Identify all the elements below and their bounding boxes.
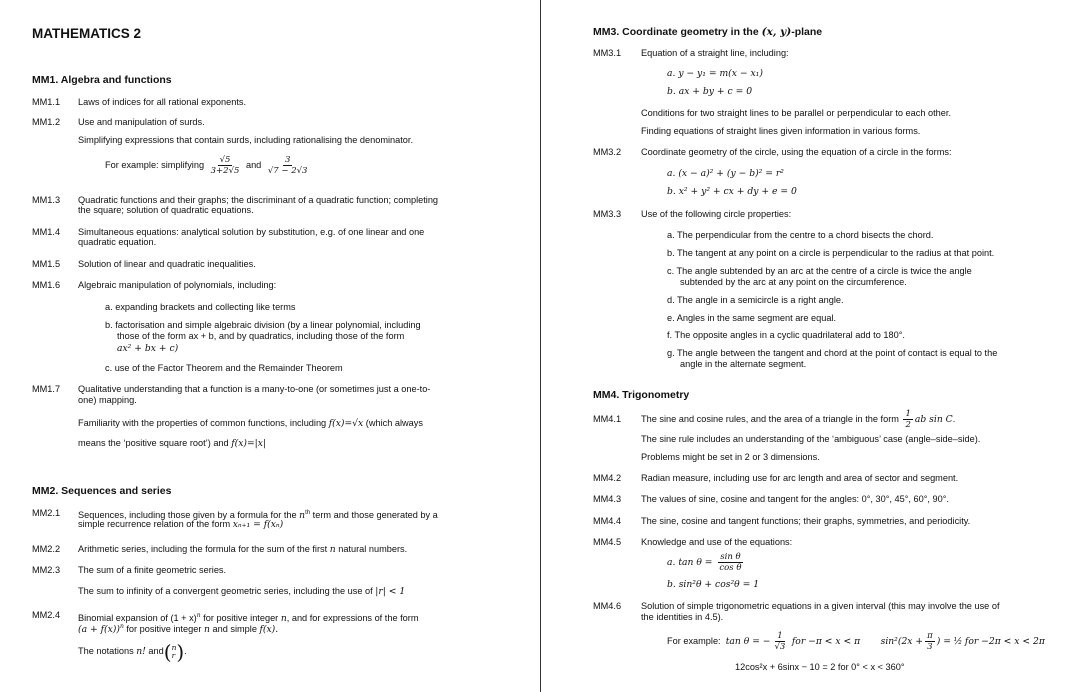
list-item: e. Angles in the same segment are equal. — [667, 313, 837, 323]
math-expression: f(x). — [259, 624, 279, 636]
math-expression: for −2π < x < 2π — [964, 636, 1045, 647]
item-text: Use of the following circle properties: — [641, 209, 792, 219]
text-part: a. tan θ = — [667, 557, 713, 568]
math-expression: tan θ = − — [725, 636, 771, 647]
math-expression: sin²(2x + — [880, 636, 924, 647]
example-prefix: For example: simplifying — [105, 160, 205, 170]
item-text: Use and manipulation of surds. — [78, 117, 205, 127]
math-expression: n! — [136, 646, 146, 657]
denominator: cos θ — [719, 563, 742, 573]
list-item: g. The angle between the tangent and chord at the point of contact is equal to the — [667, 348, 998, 358]
fraction — [266, 155, 310, 176]
item-text: Radian measure, including use for arc length and area of sector and segment. — [641, 473, 959, 483]
item-text: The values of sine, cosine and tangent for the angles: 0°, 30°, 45°, 60°, 90°. — [641, 494, 949, 504]
heading-part: MM3. Coordinate geometry in the — [593, 26, 762, 38]
item-code: MM1.5 — [32, 259, 61, 269]
section-heading-mm2: MM2. Sequences and series — [32, 485, 172, 497]
list-item: c. The angle subtended by an arc at the centre of a circle is twice the angle — [667, 266, 972, 276]
item-text: Solution of simple trigonometric equations in a given interval (this may involve the use of — [641, 601, 1000, 611]
item-text: The sine rule includes an understanding of the ‘ambiguous’ case (angle–side–side). — [641, 434, 981, 444]
item-code: MM4.2 — [593, 473, 622, 483]
list-item: b. sin²θ + cos²θ = 1 — [667, 579, 760, 590]
paren-left: ( — [163, 639, 172, 664]
list-item: b. The tangent at any point on a circle is perpendicular to the radius at that point. — [667, 248, 995, 258]
list-item: b. factorisation and simple algebraic division (by a linear polynomial, including — [105, 320, 421, 330]
text-part: means the ‘positive square root’) and — [78, 438, 229, 448]
item-text: The sine, cosine and tangent functions; their graphs, symmetries, and periodicity. — [641, 516, 971, 526]
list-item: b. x² + y² + cx + dy + e = 0 — [667, 186, 797, 197]
trig-example: 12cos²x + 6sinx − 10 = 2 for 0° < x < 360° — [735, 662, 905, 672]
denominator: √3 — [774, 642, 786, 653]
text-part: Arithmetic series, including the formula for the sum of the first — [78, 544, 328, 554]
item-text: Algebraic manipulation of polynomials, including: — [78, 280, 277, 290]
fraction — [717, 552, 743, 573]
superscript: th — [305, 510, 311, 516]
item-code: MM2.2 — [32, 544, 61, 554]
item-text: Knowledge and use of the equations: — [641, 537, 793, 547]
text-part: The sine and cosine rules, and the area of a triangle in the form — [641, 414, 899, 424]
math-var: n — [280, 613, 287, 625]
section-heading-mm1: MM1. Algebra and functions — [32, 74, 172, 86]
section-heading-mm4: MM4. Trigonometry — [593, 389, 690, 401]
superscript: n — [119, 623, 124, 630]
item-code: MM3.2 — [593, 147, 622, 157]
item-text — [78, 640, 187, 663]
item-code: MM4.4 — [593, 516, 622, 526]
math-expression: f(x)=√x — [328, 418, 364, 429]
list-item: b. ax + by + c = 0 — [667, 86, 753, 97]
list-item: c. use of the Factor Theorem and the Remainder Theorem — [105, 363, 343, 373]
item-text — [78, 418, 423, 429]
math-expression: (a + f(x)) — [78, 624, 120, 636]
item-text: Solution of linear and quadratic inequalities. — [78, 259, 256, 269]
numerator: 1 — [905, 409, 911, 420]
text-part: , and for expressions of the form — [286, 613, 419, 624]
paren-right: ) — [176, 639, 185, 664]
item-text: The sine and cosine rules, and the area of a triangle in the form $\frac{1}{2}$ ab sin C. — [641, 409, 956, 431]
item-code: MM3.1 — [593, 48, 622, 58]
text-part: and — [148, 646, 164, 656]
math-expression: ab sin C — [914, 414, 953, 425]
item-text — [78, 586, 405, 597]
item-text: the square; solution of quadratic equations. — [78, 205, 254, 215]
item-text: Laws of indices for all rational exponents. — [78, 97, 247, 107]
fraction — [773, 631, 788, 652]
text-part: (which always — [365, 418, 423, 428]
math-expression: f(x)=|x| — [231, 438, 267, 449]
and-word: and — [245, 160, 262, 170]
numerator: sin θ — [720, 552, 741, 562]
math-expression: |r| < 1 — [375, 586, 406, 597]
math-var: n — [329, 544, 336, 555]
math-expression: ½ — [953, 636, 963, 647]
math-var: n — [299, 510, 306, 522]
binom-bottom: r — [171, 650, 176, 660]
text-part: natural numbers. — [338, 544, 408, 554]
text-part: simple recurrence relation of the form — [78, 519, 231, 529]
item-text: Simultaneous equations: analytical solution by substitution, e.g. of one linear and one — [78, 227, 425, 237]
trig-examples — [667, 630, 1045, 653]
fraction — [925, 631, 935, 652]
list-item — [667, 552, 745, 573]
text-part: Familiarity with the properties of common functions, including — [78, 418, 327, 428]
item-code: MM1.1 — [32, 97, 61, 107]
text-part: The sum to infinity of a convergent geometric series, including the use of — [78, 586, 373, 596]
text-part: The notations — [78, 646, 134, 656]
numerator: 1 — [777, 631, 783, 642]
item-text: Problems might be set in 2 or 3 dimensions. — [641, 452, 820, 462]
item-code: MM3.3 — [593, 209, 622, 219]
list-item: a. (x − a)² + (y − b)² = r² — [667, 168, 784, 179]
item-code: MM1.4 — [32, 227, 61, 237]
item-text — [78, 438, 266, 449]
numerator: π — [927, 631, 933, 642]
item-code: MM4.1 — [593, 414, 622, 424]
item-code: MM4.5 — [593, 537, 622, 547]
fraction — [209, 155, 242, 176]
text-part: and simple — [212, 624, 257, 635]
list-item: f. The opposite angles in a cyclic quadrilateral add to 180°. — [667, 330, 905, 340]
text-part: term and those generated by a — [312, 510, 438, 521]
item-text — [78, 519, 283, 530]
list-item: subtended by the arc at any point on the circumference. — [680, 277, 907, 287]
fraction — [903, 409, 912, 430]
list-item: a. y − y₁ = m(x − x₁) — [667, 68, 763, 79]
item-text: Equation of a straight line, including: — [641, 48, 789, 58]
column-divider — [540, 0, 541, 692]
list-item: a. expanding brackets and collecting like terms — [105, 302, 296, 312]
item-text: Finding equations of straight lines given information in various forms. — [641, 126, 921, 136]
item-code: MM1.2 — [32, 117, 61, 127]
text-part: For example: — [667, 636, 721, 646]
item-text: The sum of a finite geometric series. — [78, 565, 227, 575]
text-part: for positive integer — [203, 613, 279, 624]
item-text: Coordinate geometry of the circle, using the equation of a circle in the forms: — [641, 147, 952, 157]
math-expression: for −π < x < π — [791, 636, 861, 647]
item-text: the identities in 4.5). — [641, 612, 724, 622]
denominator: √7 − 2√3 — [267, 166, 308, 177]
heading-part: (x, y) — [761, 26, 792, 38]
item-subtext: Simplifying expressions that contain surds, including rationalising the denominator. — [78, 135, 414, 145]
item-code: MM2.4 — [32, 610, 61, 620]
math-expression: ) = — [936, 636, 951, 647]
text-part: for positive integer — [126, 624, 202, 635]
item-text — [78, 621, 278, 635]
numerator: √5 — [219, 155, 231, 166]
item-code: MM4.3 — [593, 494, 622, 504]
heading-part: -plane — [791, 26, 823, 38]
item-text: Qualitative understanding that a function is a many-to-one (or sometimes just a one-to- — [78, 384, 431, 394]
list-item: those of the form ax + b, and by quadratics, including those of the form — [117, 331, 405, 341]
surd-example — [105, 155, 311, 176]
item-code: MM1.3 — [32, 195, 61, 205]
item-text: quadratic equation. — [78, 237, 157, 247]
numerator: 3 — [284, 155, 291, 166]
page-title: MATHEMATICS 2 — [32, 26, 141, 41]
item-code: MM2.3 — [32, 565, 61, 575]
item-code: MM4.6 — [593, 601, 622, 611]
list-item: angle in the alternate segment. — [680, 359, 807, 369]
item-code: MM1.7 — [32, 384, 61, 394]
section-heading-mm3 — [593, 26, 822, 38]
denominator: 3+2√5 — [210, 166, 240, 177]
item-code: MM2.1 — [32, 508, 61, 518]
text-part: Binomial expansion of (1 + x) — [78, 613, 197, 624]
list-item: d. The angle in a semicircle is a right angle. — [667, 295, 844, 305]
list-item: a. The perpendicular from the centre to a chord bisects the chord. — [667, 230, 934, 240]
item-text: Quadratic functions and their graphs; the discriminant of a quadratic function; completing — [78, 195, 439, 205]
item-text: Conditions for two straight lines to be parallel or perpendicular to each other. — [641, 108, 952, 118]
text-part: Sequences, including those given by a formula for the — [78, 510, 297, 521]
text-part: . — [184, 646, 187, 656]
math-expression: xₙ₊₁ = f(xₙ) — [232, 519, 284, 530]
superscript: n — [196, 612, 201, 619]
item-code: MM1.6 — [32, 280, 61, 290]
denominator: 2 — [905, 420, 911, 431]
math-var: n — [204, 624, 210, 636]
item-text — [78, 544, 407, 555]
denominator: 3 — [927, 642, 933, 653]
binom-top: n — [171, 642, 177, 652]
item-text: one) mapping. — [78, 395, 137, 405]
list-item: ax² + bx + c) — [117, 343, 179, 354]
